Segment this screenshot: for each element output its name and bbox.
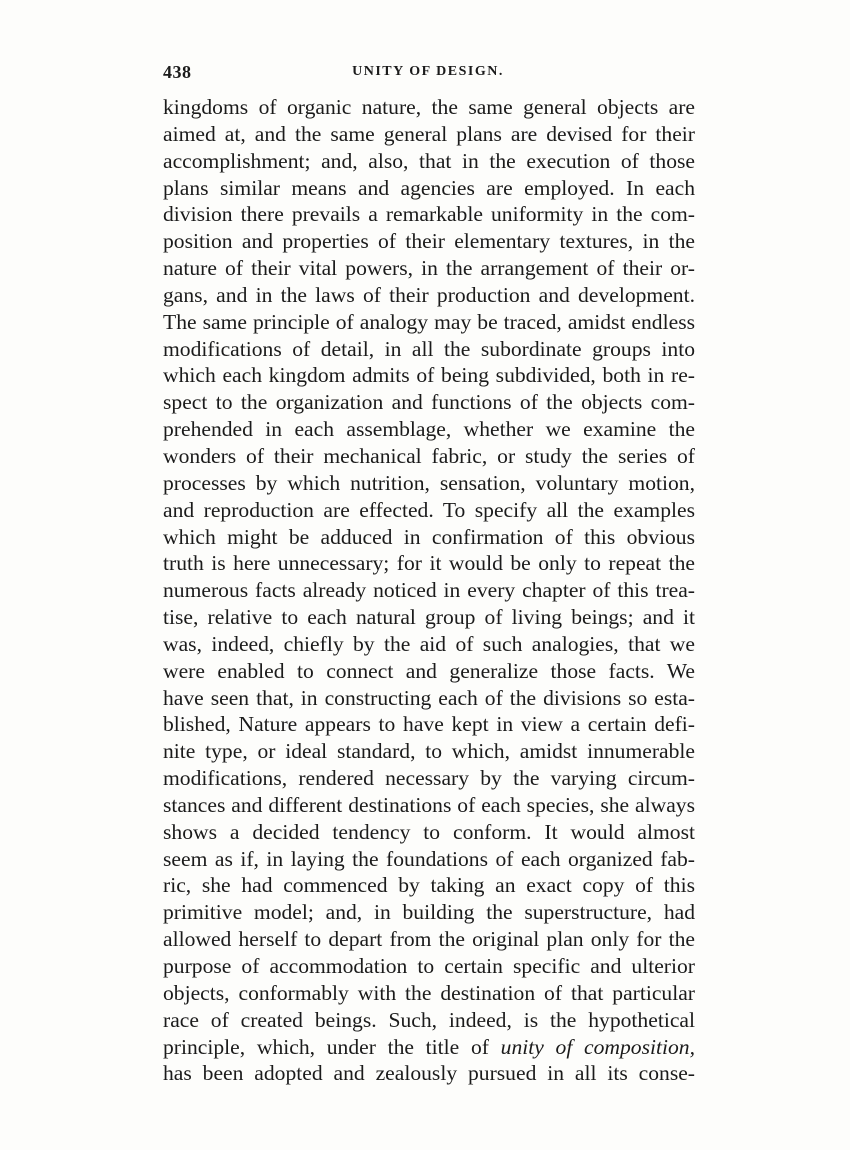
text-line: numerous facts already noticed in every chapter of this trea-	[163, 578, 695, 603]
body-text	[163, 94, 695, 1087]
text-line: shows a decided tendency to conform. It would almost	[163, 819, 695, 844]
page-number: 438	[163, 62, 192, 82]
text-line: primitive model; and, in building the superstructure, had	[163, 900, 695, 925]
text-line: prehended in each assemblage, whether we examine the	[163, 417, 695, 442]
text-line: and reproduction are effected. To specify all the examples	[163, 497, 695, 522]
text-line: which each kingdom admits of being subdivided, both in re-	[163, 363, 695, 388]
text-line-with-emphasis	[163, 1034, 695, 1061]
text-line: kingdoms of organic nature, the same general objects are	[163, 95, 695, 119]
text-line: nature of their vital powers, in the arrangement of their or-	[163, 256, 695, 281]
text-line: blished, Nature appears to have kept in view a certain defi-	[163, 712, 695, 737]
text-line: stances and different destinations of each species, she always	[163, 792, 695, 817]
text-line: accomplishment; and, also, that in the execution of those	[163, 148, 695, 173]
text-line: was, indeed, chiefly by the aid of such analogies, that we	[163, 631, 695, 656]
text-line: seem as if, in laying the foundations of each organized fab-	[163, 846, 695, 871]
text-line: objects, conformably with the destination of that particular	[163, 980, 695, 1005]
text-line: processes by which nutrition, sensation, voluntary motion,	[163, 470, 695, 495]
text-line: purpose of accommodation to certain specific and ulterior	[163, 954, 695, 978]
text-line: spect to the organization and functions of the objects com-	[163, 390, 695, 415]
text-line: The same principle of analogy may be traced, amidst endless	[163, 309, 695, 334]
text-line: modifications of detail, in all the subordinate groups into	[163, 336, 695, 361]
text-line: position and properties of their elementary textures, in the	[163, 229, 695, 254]
line-text-before: principle, which, under the title of	[163, 1034, 501, 1059]
text-line: gans, and in the laws of their production and development.	[163, 282, 695, 307]
emphasized-term: unity of composition,	[500, 1034, 695, 1059]
text-line: plans similar means and agencies are employed. In each	[163, 175, 695, 200]
text-line: aimed at, and the same general plans are devised for their	[163, 121, 695, 146]
text-line: modifications, rendered necessary by the varying circum-	[163, 766, 695, 791]
text-line: truth is here unnecessary; for it would be only to repeat the	[163, 551, 695, 576]
text-line: race of created beings. Such, indeed, is the hypothetical	[163, 1007, 695, 1032]
text-line: which might be adduced in confirmation of this obvious	[163, 524, 695, 549]
text-line: wonders of their mechanical fabric, or study the series of	[163, 443, 695, 468]
running-title: UNITY OF DESIGN.	[352, 64, 504, 79]
running-head	[163, 62, 693, 86]
text-line: have seen that, in constructing each of the divisions so esta-	[163, 685, 695, 710]
text-line-last: has been adopted and zealously pursued in all its conse-	[163, 1061, 695, 1086]
text-line: tise, relative to each natural group of living beings; and it	[163, 605, 695, 630]
text-line: division there prevails a remarkable uniformity in the com-	[163, 202, 695, 227]
text-line: allowed herself to depart from the original plan only for the	[163, 927, 695, 952]
text-line: ric, she had commenced by taking an exact copy of this	[163, 873, 695, 898]
text-line: nite type, or ideal standard, to which, amidst innumerable	[163, 739, 695, 764]
text-line: were enabled to connect and generalize those facts. We	[163, 658, 695, 683]
